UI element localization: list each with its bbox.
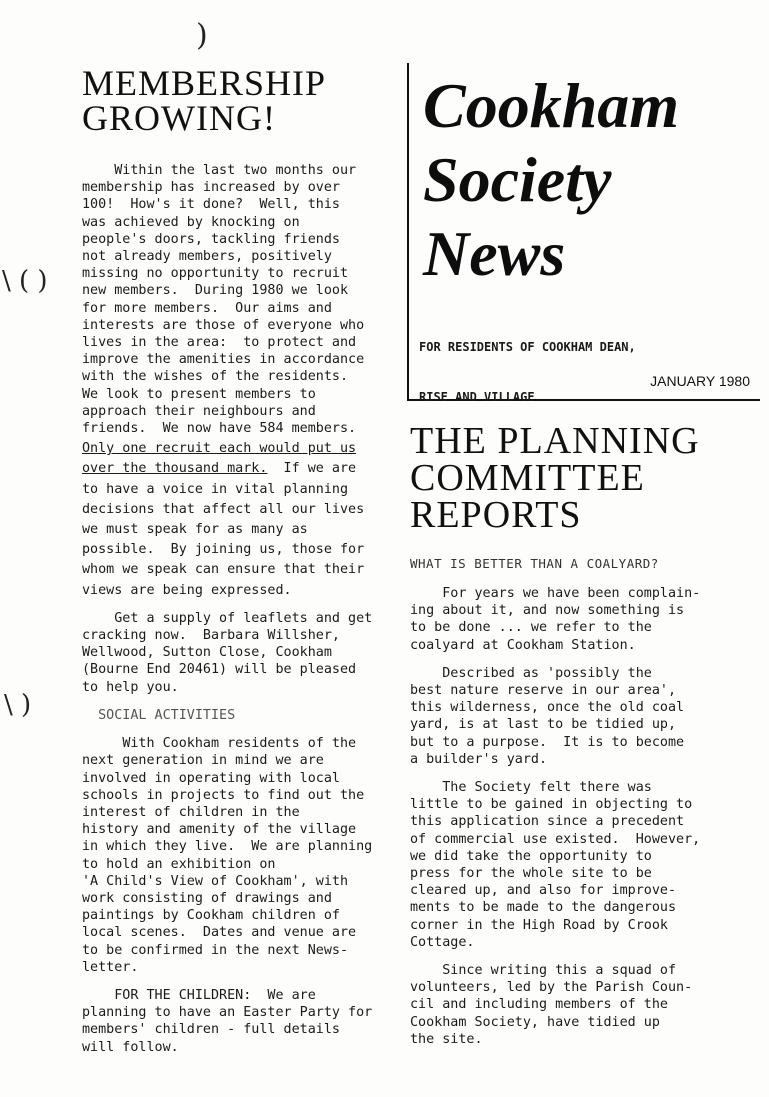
planning-column (410, 420, 755, 1059)
membership-paragraph-1: Within the last two months our membership has increased by over 100! How's it done? Well, this was achieved by knocking on people's doors, tackling friends not already members, positively missing no opportunity to recruit new members. During 1980 we look for more members. Our aims and interests are those of everyone who lives in the area: to protect and improve the amenities in accordance with the wishes of the residents. We look to present members to approach their neighbours and friends. We now have 584 members. (82, 163, 365, 437)
leaflets-paragraph: Get a supply of leaflets and get cracking now. Barbara Willsher, Wellwood, Sutton Close, Cookham (Bourne End 20461) will be pleased to help you. (82, 610, 373, 695)
social-activities-heading: SOCIAL ACTIVITIES (82, 707, 236, 723)
masthead-title (423, 69, 760, 291)
issue-date: JANUARY 1980 (650, 373, 750, 389)
planning-paragraph-3: The Society felt there was little to be gained in objecting to this application since a precedent of commercial use existed. However, we did take the opportunity to press for the whole site to be cleared up, and also for improve- ments to be made to the dangerous corner in the High Road by Crook Cottage. (410, 780, 701, 950)
membership-headline: MEMBERSHIP GROWING! (82, 63, 327, 138)
margin-mark-left-upper: \ ( ) (2, 266, 48, 296)
planning-subhead: WHAT IS BETTER THAN A COALYARD? (410, 556, 659, 571)
masthead-title-line-1: Cookham (423, 70, 680, 141)
membership-paragraph-2: Only one recruit each would put us over the thousand mark. (82, 441, 357, 477)
children-paragraph: FOR THE CHILDREN: We are planning to have an Easter Party for members' children - full details will follow. (82, 987, 373, 1055)
masthead-title-line-3: News (423, 218, 566, 289)
planning-paragraph-4: Since writing this a squad of volunteers, led by the Parish Coun- cil and including members of the Cookham Society, have tidied up the site. (410, 963, 693, 1047)
social-activities-paragraph: With Cookham residents of the next generation in mind we are involved in operating with local schools in projects to find out the interest of children in the history and amenity of the village in which they live. We are planning to hold an exhibition on 'A Child's View of Cookham', with work consisting of drawings and paintings by Cookham children of local scenes. Dates and venue are to be confirmed in the next News- letter. (82, 736, 373, 975)
planning-paragraph-1: For years we have been complain- ing about it, and now something is to be done ... we refer to the coalyard at Cookham Station. (410, 586, 701, 653)
masthead-title-line-2: Society (423, 144, 612, 215)
membership-paragraph-3: If we are to have a voice in vital planning decisions that affect all our lives we must speak for as many as possible. By joining us, those for whom we speak can ensure that their views are being expressed. (82, 461, 365, 598)
masthead-tagline: FOR RESIDENTS OF COOKHAM DEAN, RISE AND VILLAGE (419, 340, 636, 404)
planning-paragraph-2: Described as 'possibly the best nature reserve in our area', this wilderness, once the old coal yard, is at last to be tidied up, but to a purpose. It is to become a builder's yard. (410, 665, 685, 767)
margin-mark-left-lower: \ ) (4, 690, 32, 720)
margin-mark-top: ) (196, 18, 208, 53)
planning-headline: THE PLANNING COMMITTEE REPORTS (410, 420, 700, 536)
membership-column (82, 63, 392, 1067)
masthead (407, 63, 760, 404)
